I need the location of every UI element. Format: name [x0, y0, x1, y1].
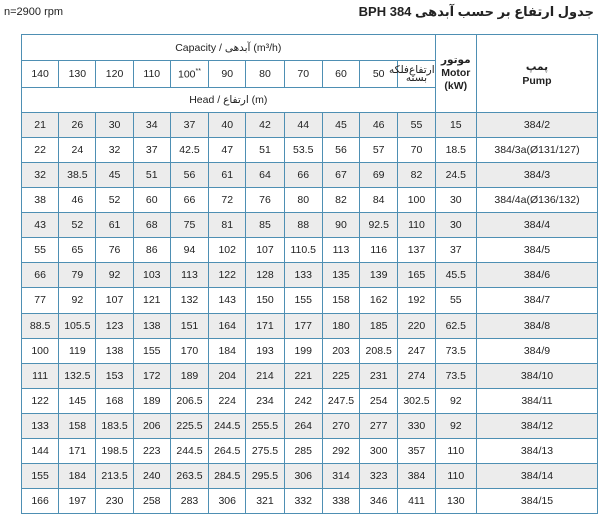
head-value-cell: 242 [284, 388, 322, 413]
pump-header-fa: پمپ [525, 60, 549, 73]
head-value-cell: 107 [246, 238, 284, 263]
head-value-cell: 121 [133, 288, 170, 313]
head-value-cell: 21 [22, 113, 59, 138]
head-value-cell: 24 [59, 138, 96, 163]
head-value-cell: 38 [22, 188, 59, 213]
flow-rate-value: 70 [297, 68, 310, 81]
table-row [22, 263, 598, 288]
head-value-cell: 40 [209, 113, 246, 138]
head-value-cell: 61 [96, 213, 133, 238]
head-value-cell: 323 [360, 463, 398, 488]
motor-header-fa: موتور [440, 54, 471, 67]
shutoff-head-cell: 165 [398, 263, 435, 288]
head-value-cell: 66 [284, 163, 322, 188]
head-value-cell: 38.5 [59, 163, 96, 188]
head-value-cell: 30 [96, 113, 133, 138]
flow-rate-value: 130 [68, 68, 87, 81]
head-value-cell: 150 [246, 288, 284, 313]
head-value-cell: 244.5 [209, 413, 246, 438]
shutoff-head-cell: 137 [398, 238, 435, 263]
head-value-cell: 90 [322, 213, 359, 238]
head-value-cell: 285 [284, 438, 322, 463]
head-value-cell: 100 [22, 338, 59, 363]
head-value-cell: 332 [284, 488, 322, 513]
motor-power-cell: 110 [435, 438, 476, 463]
pump-model-cell: 384/3a(Ø131/127) [476, 138, 597, 163]
table-row [22, 488, 598, 513]
motor-power-cell: 73.5 [435, 338, 476, 363]
head-value-cell: 111 [22, 363, 59, 388]
head-value-cell: 306 [209, 488, 246, 513]
shutoff-head-cell: 274 [398, 363, 435, 388]
table-row [22, 338, 598, 363]
head-value-cell: 221 [284, 363, 322, 388]
head-value-cell: 184 [59, 463, 96, 488]
head-value-cell: 225.5 [170, 413, 208, 438]
head-value-cell: 37 [170, 113, 208, 138]
head-value-cell: 51 [133, 163, 170, 188]
head-value-cell: 32 [22, 163, 59, 188]
flow-rate-value: 120 [105, 68, 124, 81]
motor-power-cell: 110 [435, 463, 476, 488]
head-value-cell: 76 [96, 238, 133, 263]
motor-power-cell: 73.5 [435, 363, 476, 388]
head-value-cell: 158 [59, 413, 96, 438]
head-capacity-table [21, 34, 598, 514]
pump-header [476, 35, 597, 113]
zero-flow-header: ارتفاع‌فلکه بسته [398, 61, 435, 88]
head-value-cell: 139 [360, 263, 398, 288]
shutoff-head-cell: 100 [398, 188, 435, 213]
head-value-cell: 164 [209, 313, 246, 338]
table-row [22, 463, 598, 488]
head-value-cell: 122 [209, 263, 246, 288]
pump-model-cell: 384/8 [476, 313, 597, 338]
flow-rate-cell [322, 61, 359, 88]
flow-rate-cell [284, 61, 322, 88]
head-value-cell: 143 [209, 288, 246, 313]
flow-rate-cell [133, 61, 170, 88]
title-fa: جدول ارتفاع بر حسب آبدهی [415, 4, 594, 19]
head-value-cell: 61 [209, 163, 246, 188]
table-row [22, 188, 598, 213]
head-value-cell: 56 [322, 138, 359, 163]
head-value-cell: 306 [284, 463, 322, 488]
head-value-cell: 155 [133, 338, 170, 363]
shutoff-head-cell: 55 [398, 113, 435, 138]
head-value-cell: 158 [322, 288, 359, 313]
head-value-cell: 123 [96, 313, 133, 338]
head-value-cell: 69 [360, 163, 398, 188]
pump-model-cell: 384/5 [476, 238, 597, 263]
head-value-cell: 119 [59, 338, 96, 363]
motor-power-cell: 55 [435, 288, 476, 313]
shutoff-head-cell: 82 [398, 163, 435, 188]
head-value-cell: 132 [170, 288, 208, 313]
head-value-cell: 193 [246, 338, 284, 363]
head-value-cell: 82 [322, 188, 359, 213]
head-value-cell: 116 [360, 238, 398, 263]
head-value-cell: 46 [360, 113, 398, 138]
head-value-cell: 80 [284, 188, 322, 213]
head-value-cell: 275.5 [246, 438, 284, 463]
head-value-cell: 172 [133, 363, 170, 388]
head-value-cell: 102 [209, 238, 246, 263]
head-value-cell: 56 [170, 163, 208, 188]
pump-model-cell: 384/11 [476, 388, 597, 413]
head-value-cell: 138 [96, 338, 133, 363]
flow-rate-cell [59, 61, 96, 88]
head-value-cell: 234 [246, 388, 284, 413]
head-value-cell: 171 [246, 313, 284, 338]
table-row [22, 138, 598, 163]
motor-power-cell: 45.5 [435, 263, 476, 288]
head-value-cell: 292 [322, 438, 359, 463]
head-value-cell: 170 [170, 338, 208, 363]
head-value-cell: 224 [209, 388, 246, 413]
head-value-cell: 66 [22, 263, 59, 288]
head-value-cell: 92.5 [360, 213, 398, 238]
head-value-cell: 155 [284, 288, 322, 313]
pump-model-cell: 384/10 [476, 363, 597, 388]
head-value-cell: 42 [246, 113, 284, 138]
head-value-cell: 321 [246, 488, 284, 513]
head-value-cell: 199 [284, 338, 322, 363]
page-title [353, 4, 594, 20]
table-row [22, 313, 598, 338]
head-value-cell: 197 [59, 488, 96, 513]
speed-note: n=2900 rpm [4, 6, 64, 18]
head-value-cell: 84 [360, 188, 398, 213]
shutoff-head-cell: 192 [398, 288, 435, 313]
head-value-cell: 225 [322, 363, 359, 388]
head-value-cell: 206 [133, 413, 170, 438]
motor-power-cell: 30 [435, 188, 476, 213]
shutoff-head-cell: 247 [398, 338, 435, 363]
table-row [22, 163, 598, 188]
head-value-cell: 151 [170, 313, 208, 338]
head-value-cell: 214 [246, 363, 284, 388]
head-value-cell: 44 [284, 113, 322, 138]
head-value-cell: 66 [170, 188, 208, 213]
head-value-cell: 264 [284, 413, 322, 438]
head-value-cell: 295.5 [246, 463, 284, 488]
pump-model-cell: 384/2 [476, 113, 597, 138]
head-value-cell: 166 [22, 488, 59, 513]
motor-power-cell: 18.5 [435, 138, 476, 163]
head-value-cell: 184 [209, 338, 246, 363]
table-row [22, 363, 598, 388]
flow-rate-value: 110 [143, 68, 161, 81]
head-value-cell: 144 [22, 438, 59, 463]
head-value-cell: 57 [360, 138, 398, 163]
head-value-cell: 68 [133, 213, 170, 238]
head-value-cell: 110.5 [284, 238, 322, 263]
pump-model-cell: 384/12 [476, 413, 597, 438]
head-value-cell: 42.5 [170, 138, 208, 163]
flow-rate-value: 140 [31, 68, 49, 81]
capacity-header: (m³/h) آبدهی / Capacity [22, 35, 436, 61]
flow-rate-cell [96, 61, 133, 88]
head-value-cell: 171 [59, 438, 96, 463]
flow-rate-value: 100 [178, 68, 196, 81]
motor-power-cell: 24.5 [435, 163, 476, 188]
head-value-cell: 37 [133, 138, 170, 163]
head-value-cell: 183.5 [96, 413, 133, 438]
pump-model-cell: 384/6 [476, 263, 597, 288]
head-value-cell: 45 [322, 113, 359, 138]
head-value-cell: 79 [59, 263, 96, 288]
head-value-cell: 263.5 [170, 463, 208, 488]
head-value-cell: 75 [170, 213, 208, 238]
motor-power-cell: 15 [435, 113, 476, 138]
head-value-cell: 52 [96, 188, 133, 213]
motor-power-cell: 92 [435, 413, 476, 438]
head-value-cell: 103 [133, 263, 170, 288]
head-value-cell: 52 [59, 213, 96, 238]
head-value-cell: 67 [322, 163, 359, 188]
head-value-cell: 64 [246, 163, 284, 188]
shutoff-head-cell: 411 [398, 488, 435, 513]
head-value-cell: 230 [96, 488, 133, 513]
flow-rate-cell [246, 61, 284, 88]
head-value-cell: 244.5 [170, 438, 208, 463]
head-value-cell: 208.5 [360, 338, 398, 363]
head-value-cell: 277 [360, 413, 398, 438]
motor-header [435, 35, 476, 113]
head-value-cell: 177 [284, 313, 322, 338]
pump-model-cell: 384/13 [476, 438, 597, 463]
flow-rate-cell [170, 61, 208, 88]
table-row [22, 238, 598, 263]
pump-header-en: Pump [522, 74, 552, 87]
head-value-cell: 133 [22, 413, 59, 438]
head-value-cell: 47 [209, 138, 246, 163]
head-value-cell: 94 [170, 238, 208, 263]
head-value-cell: 72 [209, 188, 246, 213]
head-value-cell: 270 [322, 413, 359, 438]
head-value-cell: 135 [322, 263, 359, 288]
head-value-cell: 204 [209, 363, 246, 388]
head-value-cell: 86 [133, 238, 170, 263]
head-value-cell: 284.5 [209, 463, 246, 488]
head-value-cell: 92 [96, 263, 133, 288]
head-value-cell: 264.5 [209, 438, 246, 463]
flow-rate-value: 90 [221, 68, 234, 81]
head-value-cell: 198.5 [96, 438, 133, 463]
head-value-cell: 314 [322, 463, 359, 488]
flow-rate-cell [22, 61, 59, 88]
head-value-cell: 168 [96, 388, 133, 413]
head-value-cell: 254 [360, 388, 398, 413]
motor-power-cell: 30 [435, 213, 476, 238]
head-value-cell: 45 [96, 163, 133, 188]
shutoff-head-cell: 110 [398, 213, 435, 238]
head-value-cell: 189 [170, 363, 208, 388]
head-value-cell: 46 [59, 188, 96, 213]
motor-power-cell: 37 [435, 238, 476, 263]
motor-power-cell: 130 [435, 488, 476, 513]
head-value-cell: 346 [360, 488, 398, 513]
flow-mark: ** [195, 67, 201, 75]
head-value-cell: 32 [96, 138, 133, 163]
head-value-cell: 231 [360, 363, 398, 388]
head-value-cell: 155 [22, 463, 59, 488]
head-header: (m) ارتفاع / Head [22, 88, 436, 113]
head-value-cell: 128 [246, 263, 284, 288]
head-value-cell: 300 [360, 438, 398, 463]
head-value-cell: 92 [59, 288, 96, 313]
head-value-cell: 76 [246, 188, 284, 213]
head-value-cell: 65 [59, 238, 96, 263]
head-value-cell: 22 [22, 138, 59, 163]
head-value-cell: 189 [133, 388, 170, 413]
head-value-cell: 223 [133, 438, 170, 463]
table-row [22, 113, 598, 138]
head-value-cell: 138 [133, 313, 170, 338]
pump-model-cell: 384/4a(Ø136/132) [476, 188, 597, 213]
pump-model-cell: 384/4 [476, 213, 597, 238]
shutoff-head-cell: 70 [398, 138, 435, 163]
head-value-cell: 88.5 [22, 313, 59, 338]
shutoff-head-cell: 330 [398, 413, 435, 438]
shutoff-head-cell: 357 [398, 438, 435, 463]
head-value-cell: 113 [322, 238, 359, 263]
head-value-cell: 283 [170, 488, 208, 513]
head-value-cell: 213.5 [96, 463, 133, 488]
head-value-cell: 55 [22, 238, 59, 263]
head-value-cell: 203 [322, 338, 359, 363]
flow-rate-value: 50 [372, 68, 385, 81]
flow-rate-cell [209, 61, 246, 88]
pump-model-cell: 384/14 [476, 463, 597, 488]
head-value-cell: 60 [133, 188, 170, 213]
shutoff-head-cell: 384 [398, 463, 435, 488]
pump-model-cell: 384/3 [476, 163, 597, 188]
head-value-cell: 153 [96, 363, 133, 388]
motor-power-cell: 92 [435, 388, 476, 413]
pump-model-cell: 384/15 [476, 488, 597, 513]
head-value-cell: 255.5 [246, 413, 284, 438]
head-value-cell: 240 [133, 463, 170, 488]
head-value-cell: 77 [22, 288, 59, 313]
motor-header-en: Motor [441, 67, 471, 80]
head-value-cell: 107 [96, 288, 133, 313]
head-value-cell: 88 [284, 213, 322, 238]
head-value-cell: 185 [360, 313, 398, 338]
head-value-cell: 133 [284, 263, 322, 288]
head-value-cell: 113 [170, 263, 208, 288]
head-value-cell: 145 [59, 388, 96, 413]
head-value-cell: 258 [133, 488, 170, 513]
shutoff-head-cell: 302.5 [398, 388, 435, 413]
head-value-cell: 338 [322, 488, 359, 513]
head-value-cell: 132.5 [59, 363, 96, 388]
table-row [22, 438, 598, 463]
head-value-cell: 43 [22, 213, 59, 238]
pump-model-cell: 384/9 [476, 338, 597, 363]
head-value-cell: 105.5 [59, 313, 96, 338]
table-row [22, 413, 598, 438]
table-row [22, 388, 598, 413]
motor-header-unit: (kW) [444, 80, 468, 93]
head-value-cell: 51 [246, 138, 284, 163]
model-name: BPH 384 [358, 4, 412, 19]
shutoff-head-cell: 220 [398, 313, 435, 338]
head-value-cell: 206.5 [170, 388, 208, 413]
head-value-cell: 53.5 [284, 138, 322, 163]
table-row [22, 213, 598, 238]
head-value-cell: 81 [209, 213, 246, 238]
motor-power-cell: 62.5 [435, 313, 476, 338]
head-value-cell: 180 [322, 313, 359, 338]
table-row [22, 288, 598, 313]
flow-rate-value: 80 [259, 68, 271, 81]
head-value-cell: 85 [246, 213, 284, 238]
pump-model-cell: 384/7 [476, 288, 597, 313]
flow-rate-value: 60 [335, 68, 347, 81]
head-value-cell: 26 [59, 113, 96, 138]
head-value-cell: 247.5 [322, 388, 359, 413]
head-value-cell: 162 [360, 288, 398, 313]
head-value-cell: 34 [133, 113, 170, 138]
head-value-cell: 122 [22, 388, 59, 413]
